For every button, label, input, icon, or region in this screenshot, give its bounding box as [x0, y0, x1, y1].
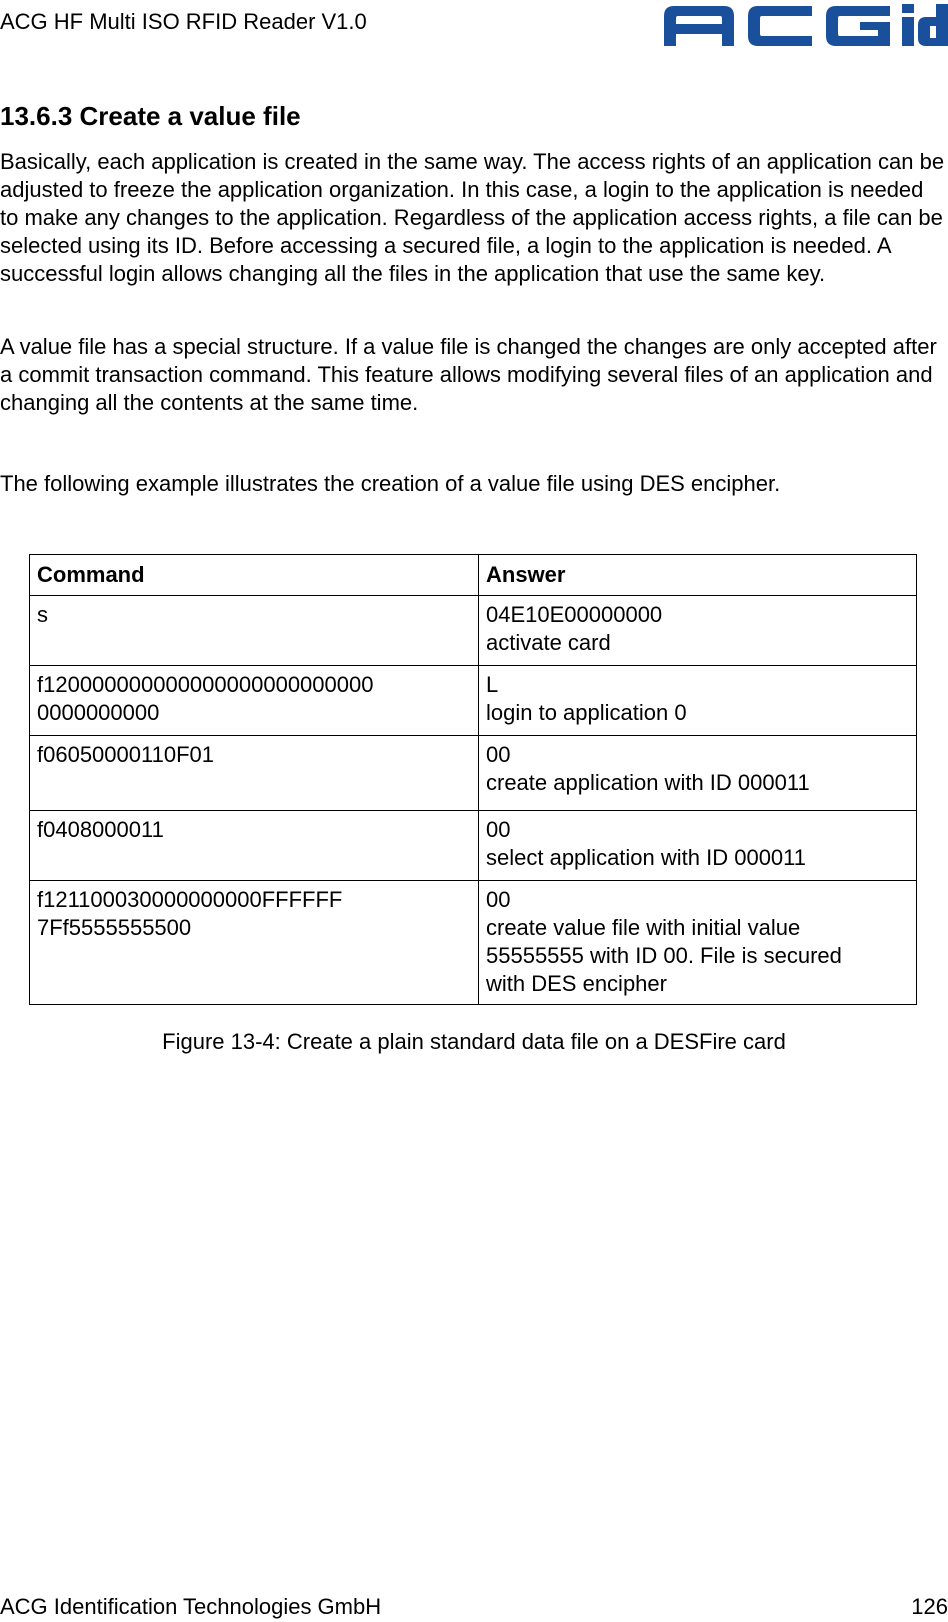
command-text: f120000000000000000000000000 — [37, 672, 374, 697]
answer-cell — [479, 596, 917, 666]
body-paragraph-2: A value file has a special structure. If a value file is changed the changes are only accepted after a commit transaction command. This feature allows modifying several files of an application and changing all the contents at the same time. — [0, 334, 937, 415]
answer-description: select application with ID 000011 — [486, 845, 807, 870]
command-text: f06050000110F01 — [37, 742, 214, 767]
table-row — [30, 736, 917, 811]
body-paragraph-3: The following example illustrates the creation of a value file using DES encipher. — [0, 471, 781, 496]
command-cell — [30, 736, 479, 811]
footer-company-name: ACG Identification Technologies GmbH — [0, 1594, 382, 1619]
command-answer-table — [29, 554, 917, 1005]
answer-description: create application with ID 000011 — [486, 770, 810, 795]
answer-cell — [479, 811, 917, 881]
answer-description: create value file with initial value — [486, 915, 801, 940]
command-text: f121100030000000000FFFFFF — [37, 887, 343, 912]
body-paragraph-1: Basically, each application is created in the same way. The access rights of an application can be adjusted to freeze the application organization. In this case, a login to the application is needed to make any changes to the application. Regardless of the application access rights, a file can be selected using its ID. Before accessing a secured file, a login to the application is needed. A successful login allows changing all the files in the application that use the same key. — [0, 149, 945, 286]
answer-description-continued: with DES encipher — [486, 971, 667, 996]
command-text: s — [37, 602, 48, 627]
answer-description: login to application 0 — [486, 700, 687, 725]
answer-code: 00 — [486, 817, 511, 842]
command-cell — [30, 666, 479, 736]
command-cell — [30, 881, 479, 1005]
answer-description: activate card — [486, 630, 611, 655]
answer-code: 00 — [486, 887, 511, 912]
answer-code: L — [486, 672, 499, 697]
section-heading: 13.6.3 Create a value file — [0, 101, 301, 131]
page-number: 126 — [911, 1594, 948, 1619]
figure-caption: Figure 13-4: Create a plain standard data file on a DESFire card — [162, 1029, 786, 1054]
command-text-continued: 7Ff5555555500 — [37, 915, 192, 940]
command-text-continued: 0000000000 — [37, 700, 160, 725]
column-header-answer: Answer — [479, 555, 917, 596]
acg-id-logo — [664, 2, 948, 52]
answer-description-continued: 55555555 with ID 00. File is secured — [486, 943, 842, 968]
answer-cell — [479, 881, 917, 1005]
column-header-command: Command — [30, 555, 479, 596]
command-cell — [30, 596, 479, 666]
table-row — [30, 666, 917, 736]
table-row — [30, 881, 917, 1005]
answer-cell — [479, 666, 917, 736]
answer-code: 04E10E00000000 — [486, 602, 663, 627]
command-cell — [30, 811, 479, 881]
document-header-title: ACG HF Multi ISO RFID Reader V1.0 — [0, 9, 367, 34]
table-row — [30, 811, 917, 881]
table-row — [30, 596, 917, 666]
answer-code: 00 — [486, 742, 511, 767]
command-text: f0408000011 — [37, 817, 164, 842]
answer-cell — [479, 736, 917, 811]
table-header-row — [30, 555, 917, 596]
